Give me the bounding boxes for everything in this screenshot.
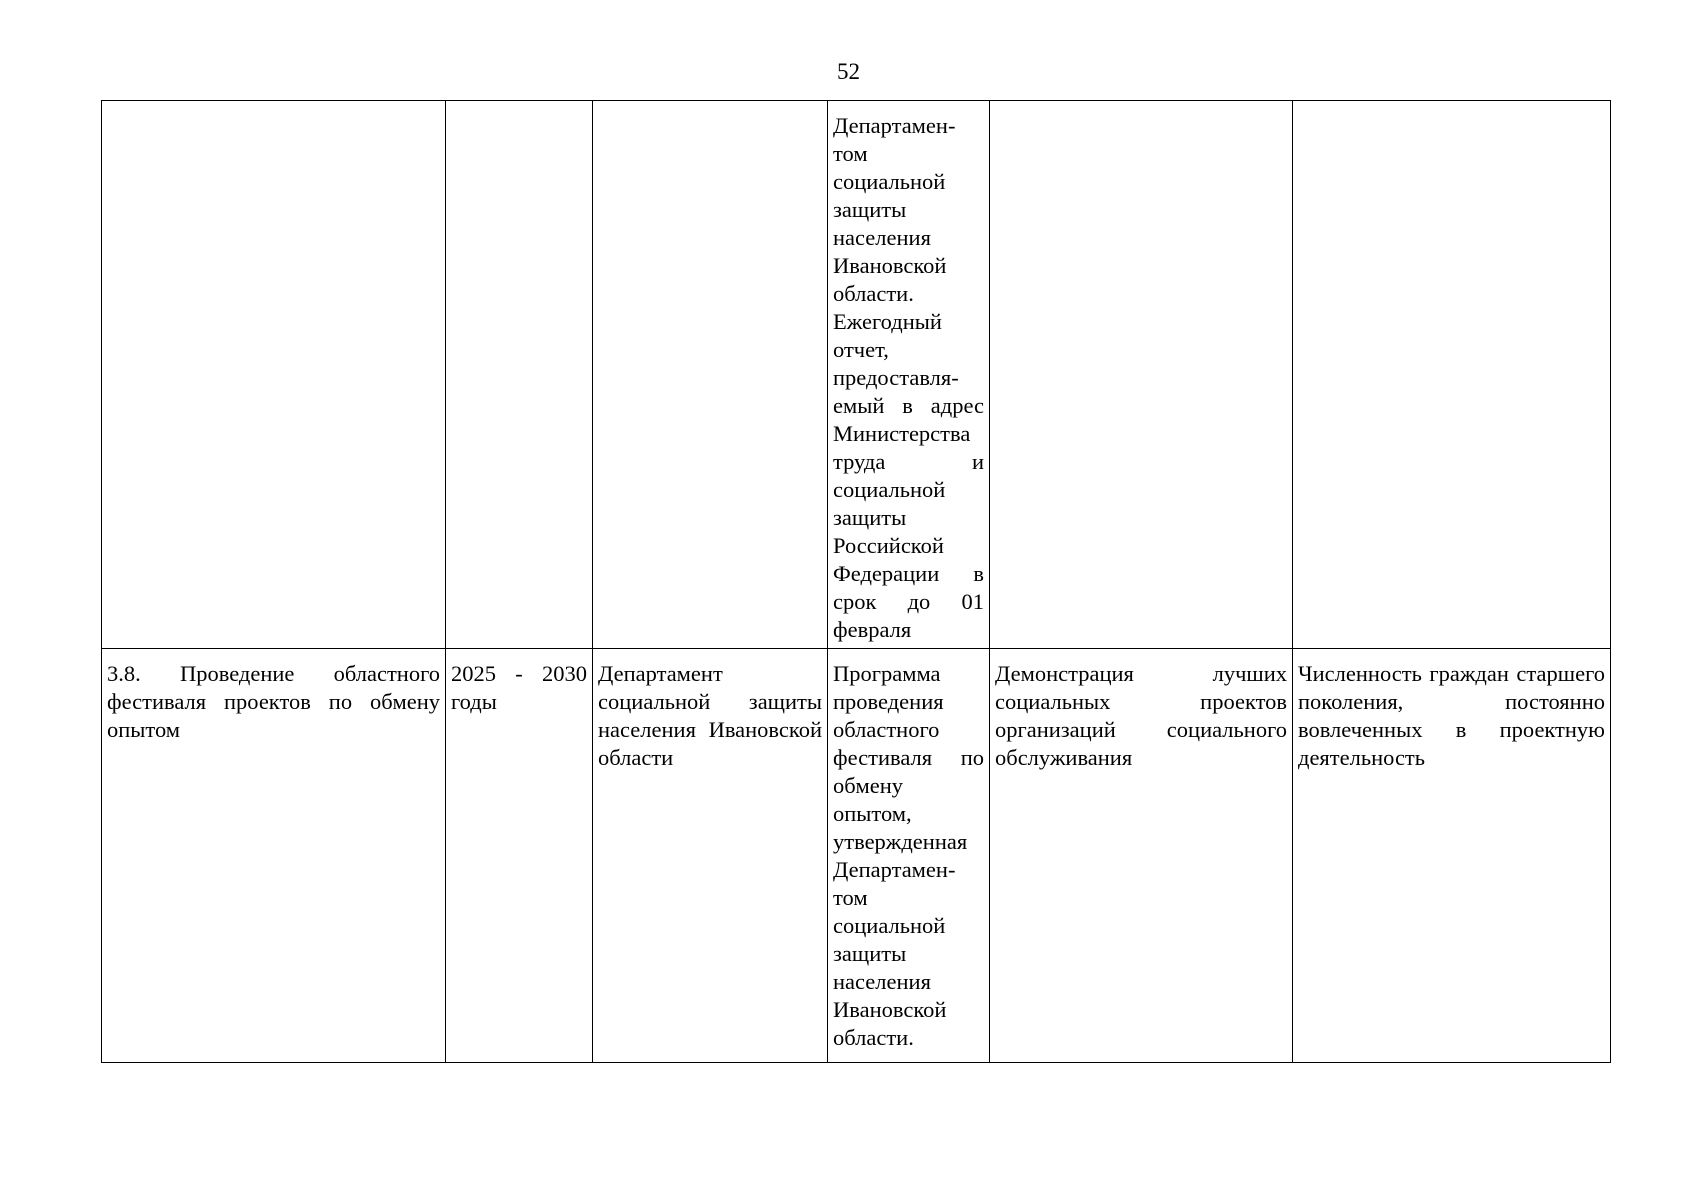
cell-line: февраля [833, 617, 912, 642]
cell-executor [593, 101, 828, 649]
page-number: 52 [837, 59, 860, 84]
cell-line: социальной [833, 169, 946, 194]
table-row-3-8 [102, 649, 1611, 1063]
cell-line: обмену [833, 773, 903, 798]
cell-period [446, 101, 593, 649]
cell-line: Ежегодный [833, 309, 942, 334]
cell-line: области. [833, 1025, 914, 1050]
cell-line: емый в адрес [833, 393, 984, 418]
measures-table [101, 100, 1611, 1063]
cell-event [102, 101, 446, 649]
cell-line: предоставля- [833, 365, 959, 390]
cell-line: Российской [833, 533, 944, 558]
cell-line: фестиваля по [833, 745, 984, 770]
cell-indicator: Численность граждан старшего поколения, постоянно вовлеченных в проектную деятельность [1293, 649, 1611, 1063]
cell-line: области. [833, 281, 914, 306]
cell-line: населения [833, 969, 931, 994]
cell-line: социальной [833, 477, 946, 502]
cell-line: Ивановской [833, 253, 947, 278]
cell-control-form [828, 101, 990, 649]
cell-line: труда и [833, 449, 984, 474]
cell-line: отчет, [833, 337, 889, 362]
cell-line: защиты [833, 505, 907, 530]
cell-line: Программа [833, 661, 941, 686]
cell-line: утвержденная [833, 829, 968, 854]
cell-line: Департамен- [833, 857, 956, 882]
cell-line: том [833, 141, 868, 166]
cell-line: населения [833, 225, 931, 250]
cell-line: Министерства [833, 421, 971, 446]
cell-line: Департамен- [833, 113, 956, 138]
cell-control-form [828, 649, 990, 1063]
cell-line: областного [833, 717, 940, 742]
cell-result: Демонстрация лучших социальных проектов организаций социального обслуживания [990, 649, 1293, 1063]
cell-line: защиты [833, 941, 907, 966]
cell-line: опытом, [833, 801, 912, 826]
cell-line: Федерации в [833, 561, 984, 586]
cell-line: защиты [833, 197, 907, 222]
cell-indicator [1293, 101, 1611, 649]
cell-line: социальной [833, 913, 946, 938]
cell-event: 3.8. Проведение областного фестиваля проектов по обмену опытом [102, 649, 446, 1063]
cell-line: том [833, 885, 868, 910]
cell-line: срок до 01 [833, 589, 984, 614]
cell-executor: Департамент социальной защиты населения Ивановской области [593, 649, 828, 1063]
cell-line: проведения [833, 689, 944, 714]
cell-result [990, 101, 1293, 649]
cell-line: Ивановской [833, 997, 947, 1022]
table-row-continued [102, 101, 1611, 649]
cell-period: 2025 - 2030 годы [446, 649, 593, 1063]
